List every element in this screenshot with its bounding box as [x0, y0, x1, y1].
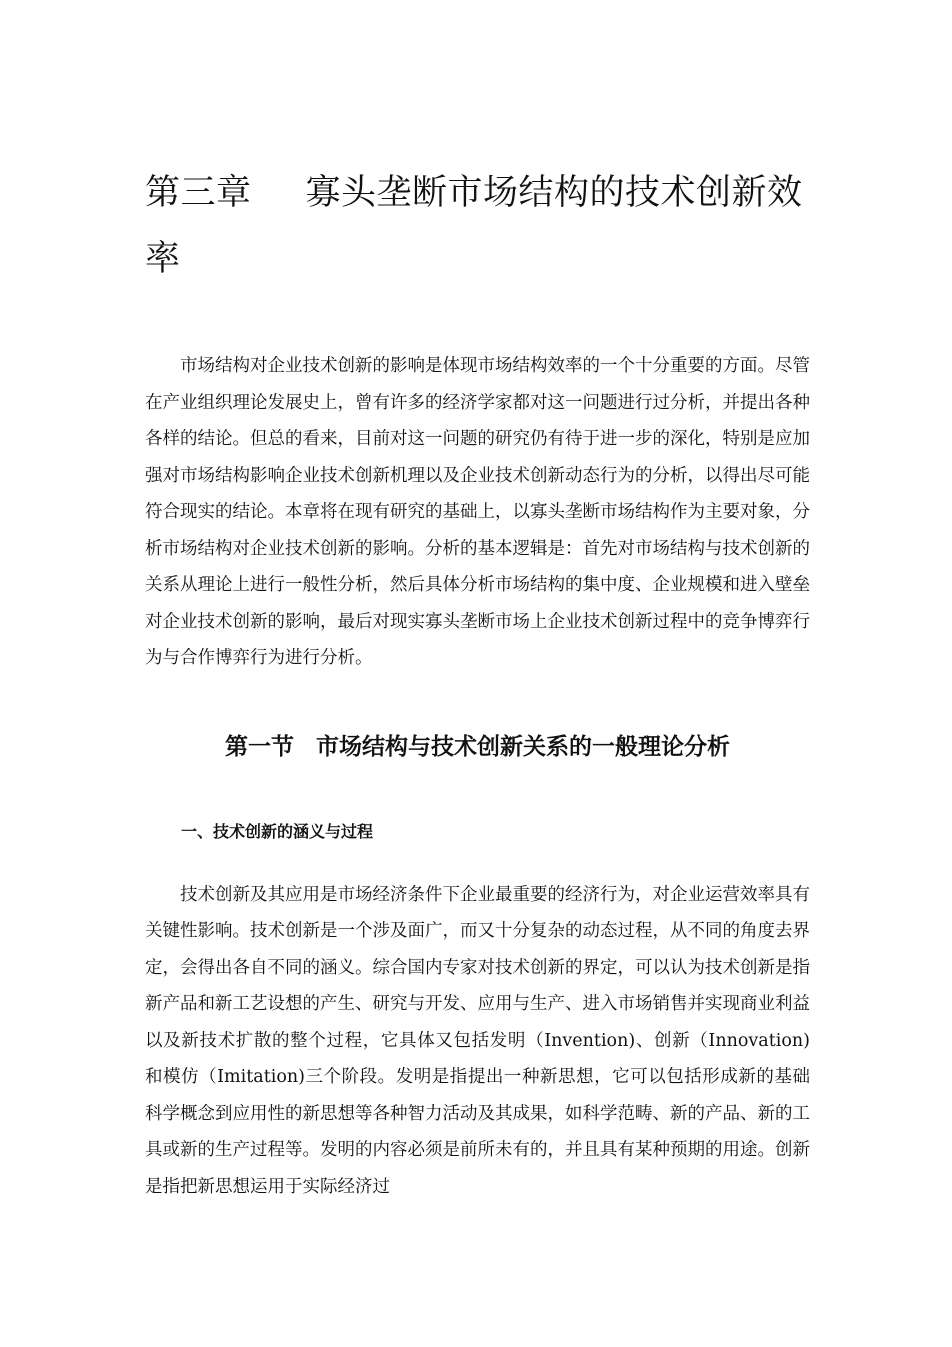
- subsection-title: 一、技术创新的涵义与过程: [181, 821, 374, 841]
- section-label: 第一节: [225, 733, 294, 760]
- section-title-text: 市场结构与技术创新关系的一般理论分析: [316, 733, 730, 760]
- chapter-label: 第三章: [145, 173, 252, 213]
- intro-paragraph: 市场结构对企业技术创新的影响是体现市场结构效率的一个十分重要的方面。尽管在产业组织理论发展史上，曾有许多的经济学家都对这一问题进行过分析，并提出各种各样的结论。但总的看来，目前对这一问题的研究仍有待于进一步的深化，特别是应加强对市场结构影响企业技术创新机理以及企业技术创新动态行为的分析，以得出尽可能符合现实的结论。本章将在现有研究的基础上，以寡头垄断市场结构作为主要对象，分析市场结构对企业技术创新的影响。分析的基本逻辑是：首先对市场结构与技术创新的关系从理论上进行一般性分析，然后具体分析市场结构的集中度、企业规模和进入壁垒对企业技术创新的影响，最后对现实寡头垄断市场上企业技术创新过程中的竞争博弈行为与合作博弈行为进行分析。: [145, 356, 810, 668]
- section-title: [145, 727, 810, 767]
- document-page: [145, 160, 810, 1205]
- body-paragraph: 技术创新及其应用是市场经济条件下企业最重要的经济行为，对企业运营效率具有关键性影响。技术创新是一个涉及面广，而又十分复杂的动态过程，从不同的角度去界定，会得出各自不同的涵义。综合国内专家对技术创新的界定，可以认为技术创新是指新产品和新工艺设想的产生、研究与开发、应用与生产、进入市场销售并实现商业利益以及新技术扩散的整个过程，它具体又包括发明（Invention)、创新（Innovation)和模仿（Imitation)三个阶段。发明是指提出一种新思想，它可以包括形成新的基础科学概念到应用性的新思想等各种智力活动及其成果，如科学范畴、新的产品、新的工具或新的生产过程等。发明的内容必须是前所未有的，并且具有某种预期的用途。创新是指把新思想运用于实际经济过: [145, 884, 810, 1197]
- chapter-title-text: 寡头垄断市场结构的技术创新效率: [145, 173, 803, 279]
- chapter-title: [145, 160, 810, 292]
